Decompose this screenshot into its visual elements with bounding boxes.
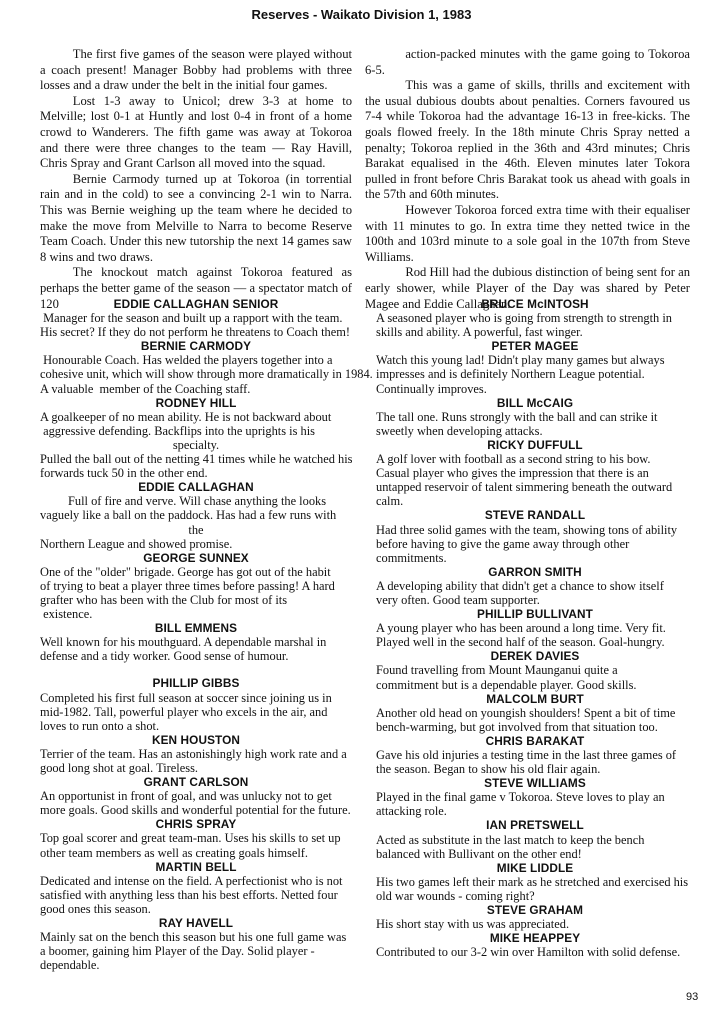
intro-paragraph: Bernie Carmody turned up at Tokoroa (in torrential rain and in the cold) to see a convincing 2-1 win to Narra. This was Bernie weighing up the team where he decided to make the move from Melville to Narra to become Reserve Team Coach. Under this new tutorship the next 14 games saw 8 wins and two draws.: [40, 171, 352, 264]
player-description-line: Full of fire and verve. Will chase anything the looks: [68, 494, 327, 509]
player-description-line: Manager for the season and built up a rapport with the team.: [40, 311, 343, 326]
player-name: BRUCE McINTOSH: [481, 297, 589, 311]
player-entry: [40, 621, 352, 663]
player-entry: [376, 438, 694, 508]
player-description-line: A goalkeeper of no mean ability. He is not backward about: [40, 409, 332, 424]
player-description-line: good long shot at goal. Tireless.: [40, 761, 198, 775]
player-entry: [376, 649, 694, 691]
player-entry: [40, 916, 352, 972]
player-entry: [376, 776, 694, 818]
player-name: MARTIN BELL: [155, 859, 237, 874]
player-description-line: Had three solid games with the team, showing tons of ability: [376, 522, 678, 537]
player-description-line: Dedicated and intense on the field. A perfectionist who is not: [40, 873, 343, 888]
player-description-line: very often. Good team supporter.: [376, 592, 540, 607]
player-description-line: A valuable member of the Coaching staff.: [40, 381, 251, 396]
player-name: RODNEY HILL: [155, 395, 237, 410]
player-description-line: Top goal scorer and great team-man. Uses his skills to set up: [40, 831, 341, 846]
player-description-line: Mainly sat on the bench this season but his one full game was: [40, 930, 347, 945]
player-description-line: Gave his old injuries a testing time in the last three games of: [376, 748, 677, 762]
player-entry: [376, 734, 694, 776]
intro-right-column: [365, 47, 690, 312]
player-description-line: His short stay with us was appreciated.: [376, 917, 570, 932]
intro-left-column: [40, 47, 352, 312]
player-description-line: the: [188, 522, 204, 537]
player-name: BILL EMMENS: [154, 621, 238, 636]
player-entry: [40, 480, 352, 550]
player-name: DEREK DAVIES: [490, 649, 580, 664]
player-description-line: skills and ability. A powerful, fast winger.: [376, 325, 583, 340]
player-description-line: aggressive defending. Backflips into the uprights is his: [40, 423, 315, 438]
player-list-right: [376, 297, 694, 959]
player-entry: [376, 861, 694, 903]
player-name: BERNIE CARMODY: [140, 339, 252, 354]
player-description-line: attacking role.: [376, 804, 447, 819]
player-description-line: satisfied with anything less than his best efforts. Netted four: [40, 887, 338, 902]
player-entry: [376, 607, 694, 649]
player-description-line: grafter who has been with the Club for most of its: [40, 592, 288, 607]
player-name: GARRON SMITH: [488, 564, 582, 579]
player-description-line: A young player who has been around a long time. Very fit.: [376, 621, 666, 636]
player-name: RAY HAVELL: [158, 916, 234, 931]
player-entry: [40, 396, 352, 481]
player-description-line: Acted as substitute in the last match to keep the bench: [376, 832, 645, 847]
player-entry: [376, 508, 694, 564]
player-description-line: calm.: [376, 494, 404, 509]
player-description-line: commitment but is a dependable player. Good skills.: [376, 677, 637, 692]
player-description-line: An opportunist in front of goal, and was unlucky not to get: [40, 789, 332, 804]
player-entry: [376, 297, 694, 339]
player-description-line: specialty.: [172, 437, 220, 452]
page-number: 93: [686, 991, 699, 1003]
player-name: CHRIS BARAKAT: [485, 733, 585, 748]
page-title: Reserves - Waikato Division 1, 1983: [251, 7, 472, 22]
player-description-line: Well known for his mouthguard. A dependable marshal in: [40, 635, 327, 650]
player-entry: [40, 817, 352, 859]
intro-paragraph: The first five games of the season were played without a coach present! Manager Bobby had problems with three losses and a draw under the belt in the initial four games.: [40, 47, 352, 93]
player-description-line: Played in the final game v Tokoroa. Steve loves to play an: [376, 790, 665, 805]
player-description-line: commitments.: [376, 550, 447, 565]
player-description-line: Watch this young lad! Didn't play many games but always: [376, 353, 665, 368]
player-description-line: One of the "older" brigade. George has got out of the habit: [40, 564, 331, 579]
player-description-line: The tall one. Runs strongly with the ball and can strike it: [376, 409, 658, 424]
player-name: RICKY DUFFULL: [487, 437, 583, 452]
intro-paragraph: However Tokoroa forced extra time with their equaliser with 11 minutes to go. In extra time they netted twice in the 100th and 103rd minute to a sole goal in the 107th from Steve Williams.: [365, 202, 690, 264]
player-entry: [40, 860, 352, 916]
intro-paragraph: Lost 1-3 away to Unicol; drew 3-3 at home to Melville; lost 0-1 at Huntly and lost 0-4 in front of a home crowd to Wanderers. The fifth game was away at Tokoroa and there were three changes to the team — Ray Havill, Chris Spray and Grant Carlson all moved into the squad.: [40, 93, 352, 171]
player-description-line: Continually improves.: [376, 381, 487, 396]
player-description-line: forwards tuck 50 in the other end.: [40, 466, 208, 481]
player-description-line: balanced with Bullivant on the other end!: [376, 846, 582, 861]
player-description-line: A seasoned player who is going from strength to strength in: [376, 311, 672, 326]
player-entry: [376, 818, 694, 860]
player-description-line: mid-1982. Tall, powerful player who excels in the air, and: [40, 704, 328, 719]
player-entry: [376, 339, 694, 395]
player-name: PHILLIP GIBBS: [152, 676, 240, 691]
player-description-line: His secret? If they do not perform he threatens to Coach them!: [40, 325, 351, 340]
player-description-line: sweetly when developing attacks.: [376, 423, 543, 438]
player-description-line: old war wounds - coming right?: [376, 888, 535, 903]
player-description-line: loves to run onto a shot.: [40, 718, 160, 733]
player-name: PHILLIP BULLIVANT: [477, 607, 593, 622]
intro-paragraph: Rod Hill had the dubious distinction of being sent for an early shower, while Player of the Day was shared by Peter Magee and Eddie Callaghan.: [365, 265, 690, 311]
player-description-line: Casual player who gives the impression that there is an: [376, 466, 649, 481]
intro-paragraph: The knockout match against Tokoroa featured as perhaps the better game of the season — a spectator match of 120: [40, 265, 352, 311]
player-name: KEN HOUSTON: [151, 732, 241, 747]
player-name: GEORGE SUNNEX: [143, 550, 249, 565]
player-name: STEVE RANDALL: [484, 508, 586, 523]
player-description-line: Terrier of the team. Has an astonishingly high work rate and a: [40, 746, 347, 761]
player-entry: [40, 297, 352, 339]
player-description-line: bench-warming, but got involved from that situation too.: [376, 719, 658, 734]
player-entry: [40, 339, 373, 396]
player-description-line: untapped reservoir of talent simmering beneath the outward: [376, 480, 673, 495]
player-description-line: Played well in the second half of the season. Goal-hungry.: [376, 635, 665, 650]
player-description-line: A developing ability that didn't get a chance to show itself: [376, 578, 664, 593]
player-entry: [376, 565, 694, 607]
player-description-line: before having to give the game away through other: [376, 536, 630, 551]
player-description-line: vaguely like a ball on the paddock. Has had a few runs with: [40, 508, 337, 523]
player-description-line: Another old head on youngish shoulders! Spent a bit of time: [376, 705, 676, 720]
player-description-line: dependable.: [40, 958, 100, 973]
player-description-line: Northern League and showed promise.: [40, 536, 233, 551]
player-description-line: other team members as well as creating goals himself.: [40, 845, 309, 860]
player-name: MIKE LIDDLE: [496, 860, 574, 875]
player-description-line: more goals. Good skills and wonderful potential for the future.: [40, 803, 351, 818]
player-name: EDDIE CALLAGHAN SENIOR: [113, 297, 279, 311]
player-description-line: His two games left their mark as he stretched and exercised his: [376, 874, 689, 889]
player-description-line: cohesive unit, which will show through more dramatically in 1984.: [40, 367, 373, 382]
player-description-line: a boomer, gaining him Player of the Day. Solid player -: [40, 944, 315, 959]
player-entry: [376, 931, 694, 959]
player-list-left: [40, 297, 373, 973]
player-name: PETER MAGEE: [491, 339, 579, 354]
intro-paragraph: action-packed minutes with the game going to Tokoroa 6-5.: [365, 47, 690, 77]
player-description-line: Honourable Coach. Has welded the players together into a: [40, 353, 333, 368]
player-entry: [376, 692, 694, 734]
player-entry: [40, 775, 352, 817]
player-name: GRANT CARLSON: [143, 775, 249, 790]
player-description-line: Pulled the ball out of the netting 41 times while he watched his: [40, 452, 353, 467]
player-entry: [40, 551, 352, 621]
player-description-line: existence.: [40, 607, 93, 622]
player-description-line: Contributed to our 3-2 win over Hamilton with solid defense.: [376, 945, 681, 960]
player-name: MALCOLM BURT: [486, 691, 584, 706]
player-entry: [40, 676, 352, 732]
player-description-line: impresses and is definitely Northern League potential.: [376, 367, 645, 382]
player-entry: [376, 903, 694, 931]
player-entry: [40, 733, 352, 775]
player-name: STEVE WILLIAMS: [484, 776, 586, 791]
player-name: EDDIE CALLAGHAN: [138, 480, 254, 495]
intro-paragraph: This was a game of skills, thrills and excitement with the usual dubious doubts about penalties. Corners favoured us 7-4 while Tokoroa had the advantage 16-13 in free-kicks. The goals flowed freely. In the 18th minute Chris Spray netted a penalty; Tokoroa replied in the 36th and 43rd minutes; Chris Barakat equalised in the 46th. Eleven minutes later Tokora pulled in front before Chris Barakat took us ahead with goals in the 57th and 60th minutes.: [365, 78, 690, 202]
player-name: STEVE GRAHAM: [486, 903, 584, 918]
player-name: BILL McCAIG: [496, 395, 574, 410]
player-description-line: of trying to beat a player three times before passing! A hard: [40, 578, 335, 593]
player-description-line: defense and a tidy worker. Good sense of humour.: [40, 649, 289, 664]
player-description-line: Completed his first full season at soccer since joining us in: [40, 690, 332, 705]
player-description-line: A golf lover with football as a second string to his bow.: [376, 452, 651, 467]
player-description-line: Found travelling from Mount Maunganui quite a: [376, 663, 618, 678]
player-name: IAN PRETSWELL: [486, 818, 584, 833]
player-entry: [376, 396, 694, 438]
player-description-line: good ones this season.: [40, 901, 151, 916]
player-name: CHRIS SPRAY: [155, 817, 237, 832]
player-name: MIKE HEAPPEY: [489, 931, 581, 946]
player-description-line: the season. Began to show his old flair again.: [376, 762, 601, 777]
